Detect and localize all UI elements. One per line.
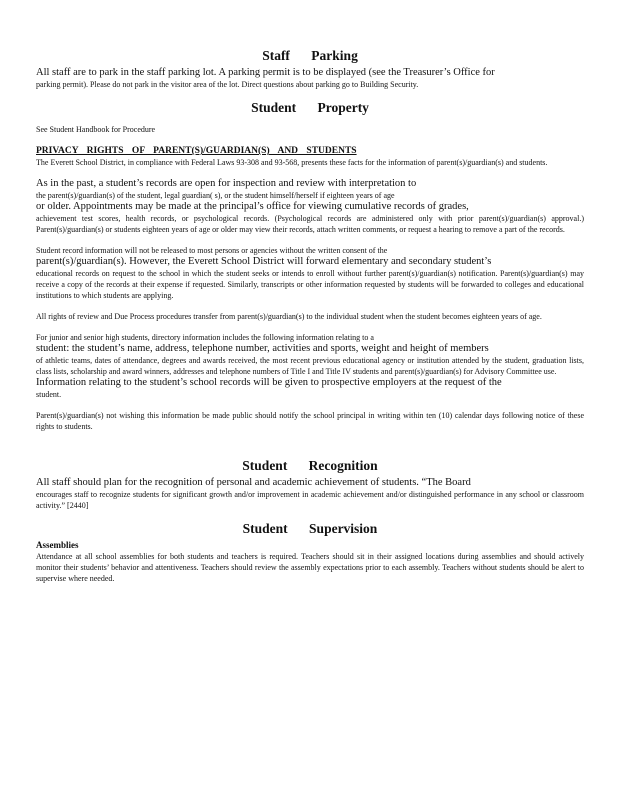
privacy-heading: PRIVACY RIGHTS OF PARENT(S)/GUARDIAN(S) AND STUDENTS — [36, 146, 357, 156]
privacy-p2-a: As in the past, a student’s records are open for inspection and review with interpretation to — [36, 178, 417, 189]
privacy-p5-d: Information relating to the student’s school records will be given to prospective employers at the request of the — [36, 377, 502, 388]
privacy-p2-c: or older. Appointments may be made at the principal’s office for viewing cumulative records of grades, — [36, 201, 469, 212]
section-title-student-recognition: Student Recognition — [242, 458, 378, 473]
staff-parking-line1: All staff are to park in the staff parking lot. A parking permit is to be displayed (see the Treasurer’s Office for — [36, 67, 495, 78]
privacy-p5-c: of athletic teams, dates of attendance, degrees and awards received, the most recent previous educational agency or institution attended by the student, graduation lists, class lists, scholarship and award winners, addresses and telephone numbers of Title I and Title IV students and parent(s)/guardian(s) for Advisory Committee use. — [36, 356, 584, 376]
privacy-p3-a: Student record information will not be released to most persons or agencies without the written consent of the — [36, 246, 388, 255]
student-recognition-line1: All staff should plan for the recognition of personal and academic achievement of students. “The Board — [36, 477, 471, 488]
privacy-p4: All rights of review and Due Process procedures transfer from parent(s)/guardian(s) to the individual student when the student becomes eighteen years of age. — [36, 312, 542, 321]
section-title-student-property: Student Property — [251, 100, 369, 115]
assemblies-text: Attendance at all school assemblies for both students and teachers is required. Teachers should sit in their assigned locations during assemblies and should actively monitor their students’ behavior and attentiveness. Teachers should review the assembly expectations prior to each assembly. Teachers without students should be alert to supervise where needed. — [36, 552, 584, 583]
privacy-p6: Parent(s)/guardian(s) not wishing this information be made public should notify the school principal in writing within ten (10) calendar days following notice of these rights to students. — [36, 411, 584, 431]
document-page — [36, 48, 584, 584]
privacy-p1: The Everett School District, in compliance with Federal Laws 93-308 and 93-568, presents these facts for the information of parent(s)/guardian(s) and students. — [36, 158, 548, 167]
privacy-p2-d: achievement test scores, health records, or psychological records. (Psychological records are administered only with prior parent(s)/guardian(s) approval.) Parent(s)/guardian(s) or students eighteen years of age or older may view their records, attach written comments, or request a hearing to remove a part of the records. — [36, 214, 584, 234]
section-title-student-supervision: Student Supervision — [242, 521, 378, 536]
student-property-text: See Student Handbook for Procedure — [36, 125, 156, 134]
assemblies-subhead: Assemblies — [36, 540, 79, 550]
section-title-staff-parking: Staff Parking — [262, 48, 358, 63]
privacy-p3-b: parent(s)/guardian(s). However, the Everett School District will forward elementary and secondary student’s — [36, 256, 492, 267]
staff-parking-line2: parking permit). Please do not park in the visitor area of the lot. Direct questions about parking go to Building Security. — [36, 80, 419, 89]
privacy-p5-e: student. — [36, 390, 62, 399]
privacy-p3-c: educational records on request to the school in which the student seeks or intends to enroll without further parent(s)/guardian(s) notification. Parent(s)/guardian(s) may receive a copy of the records at their expense if requested. Similarly, transcripts or other information requested by students will be forwarded to colleges and educational institutions to which students are applying. — [36, 269, 584, 300]
student-recognition-line2: encourages staff to recognize students for significant growth and/or improvement in academic achievement and/or distinguished performance in any school or classroom activity.” [2440] — [36, 490, 584, 510]
privacy-p5-a: For junior and senior high students, directory information includes the following information relating to a — [36, 333, 374, 342]
privacy-p5-b: student: the student’s name, address, telephone number, activities and sports, weight and height of members — [36, 343, 489, 354]
privacy-p2-b: the parent(s)/guardian(s) of the student, legal guardian( s), or the student himself/herself if eighteen years of age — [36, 191, 395, 200]
